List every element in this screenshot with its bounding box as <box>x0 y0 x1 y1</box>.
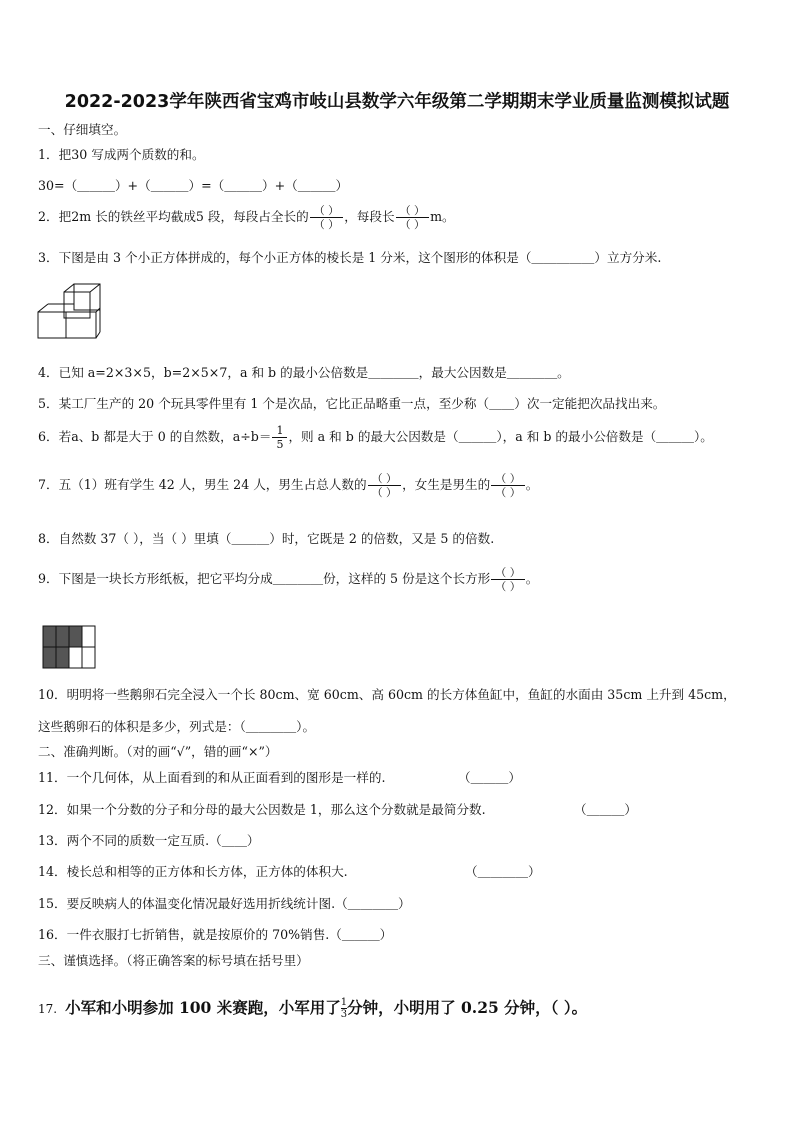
question-12: 12．如果一个分数的分子和分母的最大公因数是 1，那么这个分数就是最简分数. <box>38 802 486 817</box>
fraction-numerator: （ ） <box>495 566 521 579</box>
grid-cell <box>56 626 69 647</box>
question-2-text-c: m。 <box>430 209 455 224</box>
question-4: 4．已知 a=2×3×5，b=2×5×7，a 和 b 的最小公倍数是＿＿＿＿，最大公因数是＿＿＿＿。 <box>38 365 570 380</box>
question-5: 5．某工厂生产的 20 个玩具零件里有 1 个是次品，它比正品略重一点，至少称（＿＿）次一定能把次品找出来。 <box>38 396 666 411</box>
fraction-blank <box>491 472 525 499</box>
grid-cell <box>43 626 56 647</box>
question-14-answer: （＿＿＿＿） <box>465 864 541 879</box>
question-11-answer: （＿＿＿） <box>458 770 521 785</box>
question-2 <box>38 204 455 231</box>
grid-cell <box>69 626 82 647</box>
fraction-denominator: 5 <box>276 438 284 451</box>
question-10-line-2: 这些鹅卵石的体积是多少，列式是：（＿＿＿＿）。 <box>38 719 316 734</box>
question-17 <box>38 996 587 1020</box>
question-17-number: 17. <box>38 1002 58 1016</box>
fraction-numerator: （ ） <box>399 204 426 217</box>
fraction-denominator: （ ） <box>371 486 398 499</box>
question-10-line-1: 10．明明将一些鹅卵石完全浸入一个长 80cm、宽 60cm、高 60cm 的长方体鱼缸中，鱼缸的水面由 35cm 上升到 45cm， <box>38 687 736 702</box>
question-11: 11．一个几何体，从上面看到的和从正面看到的图形是一样的. <box>38 770 386 785</box>
fraction-blank <box>491 566 525 593</box>
question-13: 13．两个不同的质数一定互质.（＿＿） <box>38 833 260 848</box>
question-14: 14．棱长总和相等的正方体和长方体，正方体的体积大. <box>38 864 348 879</box>
fraction-numerator: 1 <box>276 424 284 437</box>
section-1-heading: 一、仔细填空。 <box>38 122 127 137</box>
question-2-text-a: 2．把2m 长的铁丝平均截成5 段，每段占全长的 <box>38 209 309 224</box>
grid-cell <box>69 647 82 668</box>
grid-cell <box>82 626 95 647</box>
question-3: 3．下图是由 3 个小正方体拼成的，每个小正方体的棱长是 1 分米，这个图形的体积是（＿＿＿＿＿）立方分米. <box>38 250 662 265</box>
question-2-text-b: ，每段长 <box>344 209 395 224</box>
question-7-text-c: 。 <box>525 477 539 492</box>
question-9-text-c: 。 <box>525 571 539 586</box>
fraction-denominator: （ ） <box>313 218 340 231</box>
fraction-denominator: （ ） <box>495 486 521 499</box>
fraction-denominator: （ ） <box>399 218 426 231</box>
question-7-text-a: 7．五（1）班有学生 42 人，男生 24 人，男生占总人数的 <box>38 477 367 492</box>
question-17-text-b: 分钟，小明用了 0.25 分钟，（ ）。 <box>347 998 588 1017</box>
fraction-numerator: （ ） <box>495 472 521 485</box>
question-6-text-b: ，则 a 和 b 的最大公因数是（＿＿＿），a 和 b 的最小公倍数是（＿＿＿）。 <box>288 429 713 444</box>
question-6-text-a: 6．若a、b 都是大于 0 的自然数，a÷b＝ <box>38 429 272 444</box>
fraction-numerator: （ ） <box>313 204 340 217</box>
question-1-equation: 30=（＿＿＿）+（＿＿＿）=（＿＿＿）+（＿＿＿） <box>38 178 349 193</box>
question-15: 15．要反映病人的体温变化情况最好选用折线统计图.（＿＿＿＿） <box>38 896 411 911</box>
fraction-denominator: （ ） <box>495 580 521 593</box>
question-12-answer: （＿＿＿） <box>574 802 637 817</box>
grid-cell <box>43 647 56 668</box>
question-9-text-a: 9．下图是一块长方形纸板，把它平均分成＿＿＿＿份，这样的 5 份是这个长方形 <box>38 571 491 586</box>
question-1: 1．把30 写成两个质数的和。 <box>38 147 205 162</box>
rectangle-grid-figure <box>42 625 98 671</box>
grid-cell <box>82 647 95 668</box>
section-2-heading: 二、准确判断。（对的画“√”，错的画“×”） <box>38 744 278 759</box>
question-7-text-b: ，女生是男生的 <box>402 477 491 492</box>
question-7 <box>38 472 538 499</box>
fraction-blank <box>368 472 402 499</box>
fraction-numerator: （ ） <box>371 472 398 485</box>
fraction-blank <box>310 204 344 231</box>
cube-figure <box>36 282 106 342</box>
question-9 <box>38 566 538 593</box>
fraction-denominator: 3 <box>340 1009 348 1020</box>
fraction-blank <box>396 204 430 231</box>
question-6 <box>38 424 713 451</box>
grid-cell <box>56 647 69 668</box>
fraction-one-fifth <box>272 424 287 451</box>
page-title: 2022-2023学年陕西省宝鸡市岐山县数学六年级第二学期期末学业质量监测模拟试题 <box>64 92 730 112</box>
question-8: 8．自然数 37（ ），当（ ）里填（＿＿＿）时，它既是 2 的倍数，又是 5 的倍数. <box>38 531 495 546</box>
fraction-numerator: 1 <box>340 997 348 1008</box>
question-17-text-a: 小军和小明参加 100 米赛跑，小军用了 <box>65 998 341 1017</box>
question-16: 16．一件衣服打七折销售，就是按原价的 70%销售.（＿＿＿） <box>38 927 393 942</box>
section-3-heading: 三、谨慎选择。（将正确答案的标号填在括号里） <box>38 953 309 968</box>
